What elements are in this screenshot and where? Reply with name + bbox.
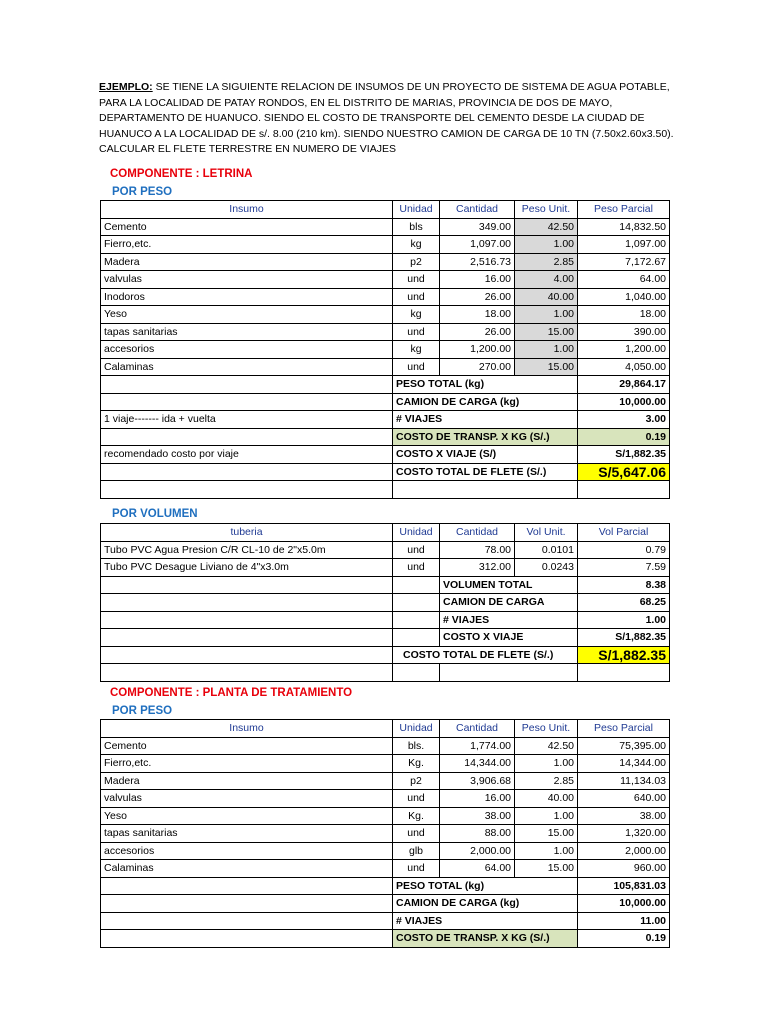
cell-peso-parcial: 4,050.00 [578, 358, 670, 376]
cell-cantidad: 1,200.00 [440, 341, 515, 359]
cell-peso-unit: 1.00 [515, 306, 578, 324]
cell-vol-parcial: 7.59 [578, 559, 670, 577]
flete-label: COSTO TOTAL DE FLETE (S/.) [393, 463, 578, 481]
cell-peso-parcial: 1,200.00 [578, 341, 670, 359]
camion-label: CAMION DE CARGA (kg) [393, 393, 578, 411]
cell-cantidad: 2,516.73 [440, 253, 515, 271]
summary-row [101, 576, 670, 594]
cell-insumo: tapas sanitarias [101, 825, 393, 843]
table-header-row [101, 201, 670, 219]
cell-peso-parcial: 18.00 [578, 306, 670, 324]
cell-peso-parcial: 390.00 [578, 323, 670, 341]
empty-cell [440, 664, 578, 682]
summary-row [101, 895, 670, 913]
cell-vol-parcial: 0.79 [578, 541, 670, 559]
peso-total-label: PESO TOTAL (kg) [393, 376, 578, 394]
cell-unidad: und [393, 358, 440, 376]
cell-peso-parcial: 75,395.00 [578, 737, 670, 755]
flete-value: S/5,647.06 [578, 463, 670, 481]
empty-cell [101, 930, 393, 948]
cell-peso-unit: 15.00 [515, 358, 578, 376]
cell-tuberia: Tubo PVC Agua Presion C/R CL-10 de 2"x5.0m [101, 541, 393, 559]
cell-unidad: und [393, 323, 440, 341]
table-row [101, 253, 670, 271]
col-header: Vol Parcial [578, 524, 670, 542]
summary-row [101, 411, 670, 429]
cell-unidad: und [393, 825, 440, 843]
cell-peso-parcial: 2,000.00 [578, 842, 670, 860]
table-row [101, 323, 670, 341]
table-row [101, 306, 670, 324]
vol-costo-viaje-label: COSTO X VIAJE [440, 629, 578, 647]
empty-cell [578, 481, 670, 499]
summary-row [101, 463, 670, 481]
costo-kg-label: COSTO DE TRANSP. X KG (S/.) [393, 930, 578, 948]
col-header: Peso Unit. [515, 201, 578, 219]
letrina-volumen-table [100, 523, 670, 682]
col-header: Cantidad [440, 524, 515, 542]
cell-cantidad: 38.00 [440, 807, 515, 825]
cell-peso-parcial: 11,134.03 [578, 772, 670, 790]
cell-unidad: glb [393, 842, 440, 860]
empty-cell [101, 629, 393, 647]
costo-kg-label: COSTO DE TRANSP. X KG (S/.) [393, 428, 578, 446]
summary-row [101, 930, 670, 948]
empty-cell [101, 393, 393, 411]
empty-cell [101, 877, 393, 895]
cell-cantidad: 78.00 [440, 541, 515, 559]
empty-cell [578, 664, 670, 682]
summary-row [101, 646, 670, 664]
col-header: Peso Parcial [578, 720, 670, 738]
table-row [101, 218, 670, 236]
cell-cantidad: 14,344.00 [440, 755, 515, 773]
vol-total-label: VOLUMEN TOTAL [440, 576, 578, 594]
cell-insumo: Fierro,etc. [101, 236, 393, 254]
cell-peso-unit: 4.00 [515, 271, 578, 289]
summary-row [101, 428, 670, 446]
cell-peso-unit: 1.00 [515, 755, 578, 773]
summary-row [101, 912, 670, 930]
empty-cell [101, 611, 393, 629]
blank-row [101, 481, 670, 499]
cell-unidad: p2 [393, 772, 440, 790]
cell-cantidad: 26.00 [440, 323, 515, 341]
cell-cantidad: 16.00 [440, 271, 515, 289]
cell-insumo: valvulas [101, 271, 393, 289]
cell-peso-parcial: 14,344.00 [578, 755, 670, 773]
cell-cantidad: 1,097.00 [440, 236, 515, 254]
cell-insumo: Calaminas [101, 358, 393, 376]
cell-cantidad: 3,906.68 [440, 772, 515, 790]
vol-camion-label: CAMION DE CARGA [440, 594, 578, 612]
cell-insumo: Cemento [101, 218, 393, 236]
cell-insumo: Fierro,etc. [101, 755, 393, 773]
cell-peso-parcial: 14,832.50 [578, 218, 670, 236]
recom-note: recomendado costo por viaje [101, 446, 393, 464]
cell-unidad: kg [393, 236, 440, 254]
section-title-peso: POR PESO [112, 186, 173, 198]
cell-peso-unit: 42.50 [515, 218, 578, 236]
table-row [101, 790, 670, 808]
col-header: Cantidad [440, 720, 515, 738]
cell-unidad: und [393, 860, 440, 878]
cell-cantidad: 312.00 [440, 559, 515, 577]
col-header: Cantidad [440, 201, 515, 219]
camion-label: CAMION DE CARGA (kg) [393, 895, 578, 913]
cell-insumo: accesorios [101, 842, 393, 860]
viajes-value: 11.00 [578, 912, 670, 930]
cell-insumo: Yeso [101, 306, 393, 324]
summary-row [101, 376, 670, 394]
summary-row [101, 446, 670, 464]
cell-cantidad: 88.00 [440, 825, 515, 843]
letrina-peso-table [100, 200, 670, 499]
costo-viaje-label: COSTO X VIAJE (S/) [393, 446, 578, 464]
cell-peso-unit: 15.00 [515, 825, 578, 843]
cell-unidad: und [393, 271, 440, 289]
empty-cell [101, 895, 393, 913]
summary-row [101, 594, 670, 612]
cell-insumo: valvulas [101, 790, 393, 808]
col-header: Unidad [393, 201, 440, 219]
cell-insumo: Cemento [101, 737, 393, 755]
section-title-peso-planta: POR PESO [112, 705, 173, 717]
vol-total-value: 8.38 [578, 576, 670, 594]
cell-vol-unit: 0.0243 [515, 559, 578, 577]
empty-cell [101, 912, 393, 930]
col-header: Unidad [393, 720, 440, 738]
col-header: Insumo [101, 201, 393, 219]
empty-cell [393, 611, 440, 629]
cell-unidad: bls [393, 218, 440, 236]
col-header: Unidad [393, 524, 440, 542]
viajes-label: # VIAJES [393, 411, 578, 429]
cell-unidad: und [393, 288, 440, 306]
col-header: tuberia [101, 524, 393, 542]
peso-total-label: PESO TOTAL (kg) [393, 877, 578, 895]
col-header: Insumo [101, 720, 393, 738]
costo-kg-value: 0.19 [578, 428, 670, 446]
col-header: Peso Parcial [578, 201, 670, 219]
cell-cantidad: 2,000.00 [440, 842, 515, 860]
blank-row [101, 664, 670, 682]
cell-peso-unit: 40.00 [515, 790, 578, 808]
cell-peso-parcial: 38.00 [578, 807, 670, 825]
component-title-letrina: COMPONENTE : LETRINA [110, 168, 253, 180]
table-row [101, 541, 670, 559]
cell-peso-unit: 40.00 [515, 288, 578, 306]
empty-cell [101, 428, 393, 446]
cell-insumo: tapas sanitarias [101, 323, 393, 341]
cell-peso-unit: 15.00 [515, 323, 578, 341]
vol-flete-label: COSTO TOTAL DE FLETE (S/.) [393, 646, 578, 664]
table-row [101, 755, 670, 773]
camion-value: 10,000.00 [578, 393, 670, 411]
cell-unidad: bls. [393, 737, 440, 755]
planta-peso-table [100, 719, 670, 948]
empty-cell [101, 646, 393, 664]
table-row [101, 236, 670, 254]
empty-cell [101, 376, 393, 394]
empty-cell [101, 481, 393, 499]
peso-total-value: 29,864.17 [578, 376, 670, 394]
cell-insumo: Madera [101, 772, 393, 790]
cell-cantidad: 1,774.00 [440, 737, 515, 755]
vol-costo-viaje-value: S/1,882.35 [578, 629, 670, 647]
empty-cell [101, 594, 393, 612]
cell-unidad: und [393, 541, 440, 559]
camion-value: 10,000.00 [578, 895, 670, 913]
viajes-label: # VIAJES [393, 912, 578, 930]
table-row [101, 737, 670, 755]
problem-statement [99, 80, 679, 158]
col-header: Vol Unit. [515, 524, 578, 542]
vol-viajes-label: # VIAJES [440, 611, 578, 629]
cell-insumo: Yeso [101, 807, 393, 825]
component-title-planta: COMPONENTE : PLANTA DE TRATAMIENTO [110, 687, 353, 699]
cell-peso-unit: 2.85 [515, 253, 578, 271]
table-row [101, 288, 670, 306]
table-row [101, 860, 670, 878]
cell-peso-parcial: 1,320.00 [578, 825, 670, 843]
cell-insumo: Madera [101, 253, 393, 271]
table-row [101, 271, 670, 289]
table-row [101, 842, 670, 860]
cell-peso-unit: 1.00 [515, 842, 578, 860]
cell-unidad: Kg. [393, 755, 440, 773]
cell-peso-unit: 42.50 [515, 737, 578, 755]
empty-cell [393, 594, 440, 612]
cell-peso-unit: 1.00 [515, 236, 578, 254]
viajes-value: 3.00 [578, 411, 670, 429]
cell-unidad: und [393, 559, 440, 577]
cell-cantidad: 64.00 [440, 860, 515, 878]
cell-cantidad: 349.00 [440, 218, 515, 236]
cell-peso-unit: 1.00 [515, 807, 578, 825]
vol-viajes-value: 1.00 [578, 611, 670, 629]
cell-unidad: Kg. [393, 807, 440, 825]
summary-row [101, 629, 670, 647]
table-header-row [101, 524, 670, 542]
table-row [101, 807, 670, 825]
cell-unidad: kg [393, 306, 440, 324]
cell-insumo: accesorios [101, 341, 393, 359]
cell-unidad: p2 [393, 253, 440, 271]
viaje-note: 1 viaje------- ida + vuelta [101, 411, 393, 429]
cell-peso-unit: 1.00 [515, 341, 578, 359]
cell-peso-parcial: 7,172.67 [578, 253, 670, 271]
empty-cell [101, 463, 393, 481]
summary-row [101, 611, 670, 629]
table-header-row [101, 720, 670, 738]
empty-cell [393, 481, 578, 499]
cell-cantidad: 26.00 [440, 288, 515, 306]
peso-total-value: 105,831.03 [578, 877, 670, 895]
example-text: SE TIENE LA SIGUIENTE RELACION DE INSUMOS DE UN PROYECTO DE SISTEMA DE AGUA POTABLE, PARA LA LOCALIDAD DE PATAY RONDOS, EN EL DISTRITO DE MARIAS, PROVINCIA DE DOS DE MAYO, DEPARTAMENTO DE HUANUCO. SIENDO EL COSTO DE TRANSPORTE DEL CEMENTO DESDE LA CIUDAD DE HUANUCO A LA LOCALIDAD DE s/. 8.00 (210 km). SIENDO NUESTRO CAMION DE CARGA DE 10 TN (7.50x2.60x3.50). CALCULAR EL FLETE TERRESTRE EN NUMERO DE VIAJES [99, 81, 674, 155]
table-row [101, 772, 670, 790]
cell-peso-parcial: 1,097.00 [578, 236, 670, 254]
cell-tuberia: Tubo PVC Desague Liviano de 4"x3.0m [101, 559, 393, 577]
cell-insumo: Inodoros [101, 288, 393, 306]
table-row [101, 559, 670, 577]
vol-camion-value: 68.25 [578, 594, 670, 612]
section-title-volumen: POR VOLUMEN [112, 508, 198, 520]
cell-peso-unit: 2.85 [515, 772, 578, 790]
vol-flete-value: S/1,882.35 [578, 646, 670, 664]
cell-insumo: Calaminas [101, 860, 393, 878]
empty-cell [393, 629, 440, 647]
cell-peso-unit: 15.00 [515, 860, 578, 878]
cell-peso-parcial: 960.00 [578, 860, 670, 878]
summary-row [101, 393, 670, 411]
empty-cell [101, 664, 393, 682]
example-lead: EJEMPLO: [99, 81, 153, 93]
cell-peso-parcial: 640.00 [578, 790, 670, 808]
costo-viaje-value: S/1,882.35 [578, 446, 670, 464]
empty-cell [393, 576, 440, 594]
table-row [101, 358, 670, 376]
table-row [101, 825, 670, 843]
empty-cell [101, 576, 393, 594]
empty-cell [393, 664, 440, 682]
cell-unidad: kg [393, 341, 440, 359]
cell-peso-parcial: 1,040.00 [578, 288, 670, 306]
cell-cantidad: 270.00 [440, 358, 515, 376]
table-row [101, 341, 670, 359]
cell-peso-parcial: 64.00 [578, 271, 670, 289]
col-header: Peso Unit. [515, 720, 578, 738]
cell-vol-unit: 0.0101 [515, 541, 578, 559]
cell-cantidad: 18.00 [440, 306, 515, 324]
summary-row [101, 877, 670, 895]
cell-cantidad: 16.00 [440, 790, 515, 808]
cell-unidad: und [393, 790, 440, 808]
costo-kg-value: 0.19 [578, 930, 670, 948]
